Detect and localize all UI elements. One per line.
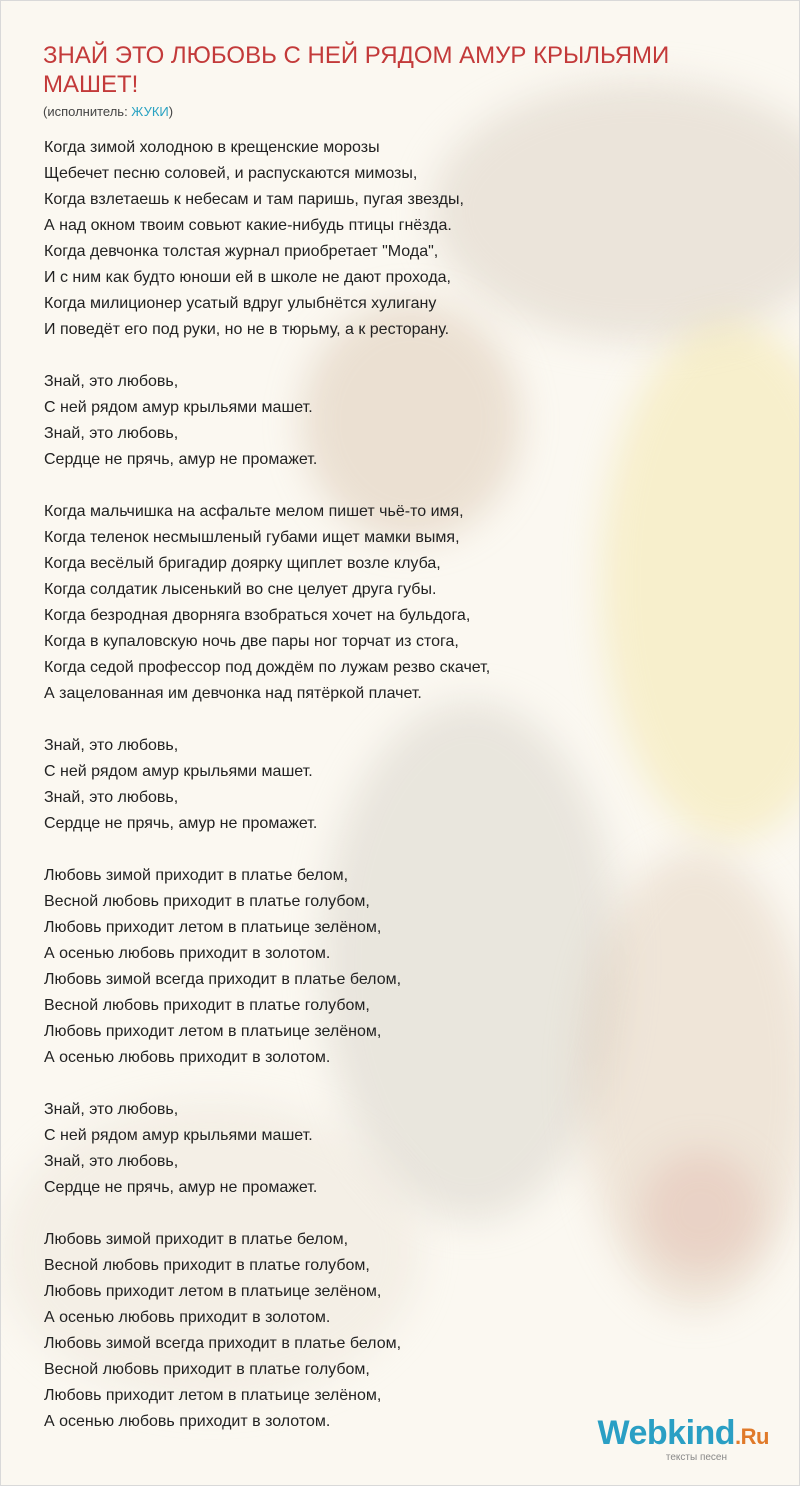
- page-title: ЗНАЙ ЭТО ЛЮБОВЬ С НЕЙ РЯДОМ АМУР КРЫЛЬЯМИ МАШЕТ!: [43, 42, 670, 98]
- lyric-line: А осенью любовь приходит в золотом.: [44, 1309, 331, 1326]
- lyric-line: Любовь зимой приходит в платье белом,: [44, 867, 349, 884]
- lyric-line: Когда мальчишка на асфальте мелом пишет чьё-то имя,: [44, 503, 464, 520]
- artist-line: [43, 103, 173, 121]
- lyric-line: Весной любовь приходит в платье голубом,: [44, 1257, 370, 1274]
- lyric-line: С ней рядом амур крыльями машет.: [44, 399, 313, 416]
- lyric-line: А осенью любовь приходит в золотом.: [44, 1049, 331, 1066]
- lyric-line: Сердце не прячь, амур не промажет.: [44, 815, 318, 832]
- lyrics-text: [44, 135, 764, 1435]
- artist-suffix: ): [168, 104, 174, 119]
- lyric-line: Любовь приходит летом в платьице зелёном,: [44, 1283, 382, 1300]
- lyric-line: Любовь зимой всегда приходит в платье белом,: [44, 1335, 402, 1352]
- lyric-line: Когда седой профессор под дождём по лужам резво скачет,: [44, 659, 491, 676]
- lyric-line: Когда зимой холодною в крещенские морозы: [44, 139, 380, 156]
- stanza-gap: [44, 473, 764, 499]
- artist-link[interactable]: ЖУКИ: [131, 104, 169, 119]
- lyric-line: Любовь зимой всегда приходит в платье белом,: [44, 971, 402, 988]
- lyric-line: Любовь приходит летом в платьице зелёном,: [44, 1023, 382, 1040]
- lyric-line: Когда взлетаешь к небесам и там паришь, пугая звезды,: [44, 191, 464, 208]
- site-logo[interactable]: [598, 1415, 770, 1463]
- logo-main-text: Webkind: [597, 1414, 736, 1452]
- lyric-line: Когда теленок несмышленый губами ищет мамки вымя,: [44, 529, 460, 546]
- lyric-line: Весной любовь приходит в платье голубом,: [44, 1361, 370, 1378]
- artist-prefix: (исполнитель:: [43, 104, 132, 119]
- lyric-line: И с ним как будто юноши ей в школе не дают прохода,: [44, 269, 451, 286]
- lyric-line: С ней рядом амур крыльями машет.: [44, 763, 313, 780]
- lyric-line: Когда девчонка толстая журнал приобретает "Мода",: [44, 243, 439, 260]
- lyric-line: Знай, это любовь,: [44, 425, 179, 442]
- logo-tagline: тексты песен: [665, 1452, 727, 1463]
- lyric-line: А осенью любовь приходит в золотом.: [44, 1413, 331, 1430]
- lyric-line: Знай, это любовь,: [44, 1153, 179, 1170]
- lyric-line: Знай, это любовь,: [44, 789, 179, 806]
- logo-tld: .Ru: [735, 1424, 769, 1449]
- stanza-gap: [44, 707, 764, 733]
- lyric-line: Когда весёлый бригадир доярку щиплет возле клуба,: [44, 555, 441, 572]
- lyric-line: И поведёт его под руки, но не в тюрьму, а к ресторану.: [44, 321, 450, 338]
- lyric-line: Когда в купаловскую ночь две пары ног торчат из стога,: [44, 633, 459, 650]
- lyric-line: Сердце не прячь, амур не промажет.: [44, 451, 318, 468]
- lyric-line: Весной любовь приходит в платье голубом,: [44, 997, 370, 1014]
- stanza-gap: [44, 1201, 764, 1227]
- lyric-line: Любовь зимой приходит в платье белом,: [44, 1231, 349, 1248]
- lyric-line: Когда безродная дворняга взобраться хочет на бульдога,: [44, 607, 471, 624]
- lyric-line: Знай, это любовь,: [44, 373, 179, 390]
- lyric-line: С ней рядом амур крыльями машет.: [44, 1127, 313, 1144]
- lyric-line: А над окном твоим совьют какие-нибудь птицы гнёзда.: [44, 217, 452, 234]
- lyric-line: А осенью любовь приходит в золотом.: [44, 945, 331, 962]
- lyric-line: Знай, это любовь,: [44, 1101, 179, 1118]
- logo-wordmark: [598, 1415, 770, 1455]
- lyric-line: Знай, это любовь,: [44, 737, 179, 754]
- lyric-line: Весной любовь приходит в платье голубом,: [44, 893, 370, 910]
- lyric-line: А зацелованная им девчонка над пятёркой плачет.: [44, 685, 422, 702]
- lyric-line: Сердце не прячь, амур не промажет.: [44, 1179, 318, 1196]
- lyric-line: Любовь приходит летом в платьице зелёном,: [44, 919, 382, 936]
- stanza-gap: [44, 1071, 764, 1097]
- lyric-line: Когда милиционер усатый вдруг улыбнётся хулигану: [44, 295, 437, 312]
- lyric-line: Когда солдатик лысенький во сне целует друга губы.: [44, 581, 437, 598]
- lyric-line: Щебечет песню соловей, и распускаются мимозы,: [44, 165, 418, 182]
- lyric-line: Любовь приходит летом в платьице зелёном,: [44, 1387, 382, 1404]
- stanza-gap: [44, 837, 764, 863]
- stanza-gap: [44, 343, 764, 369]
